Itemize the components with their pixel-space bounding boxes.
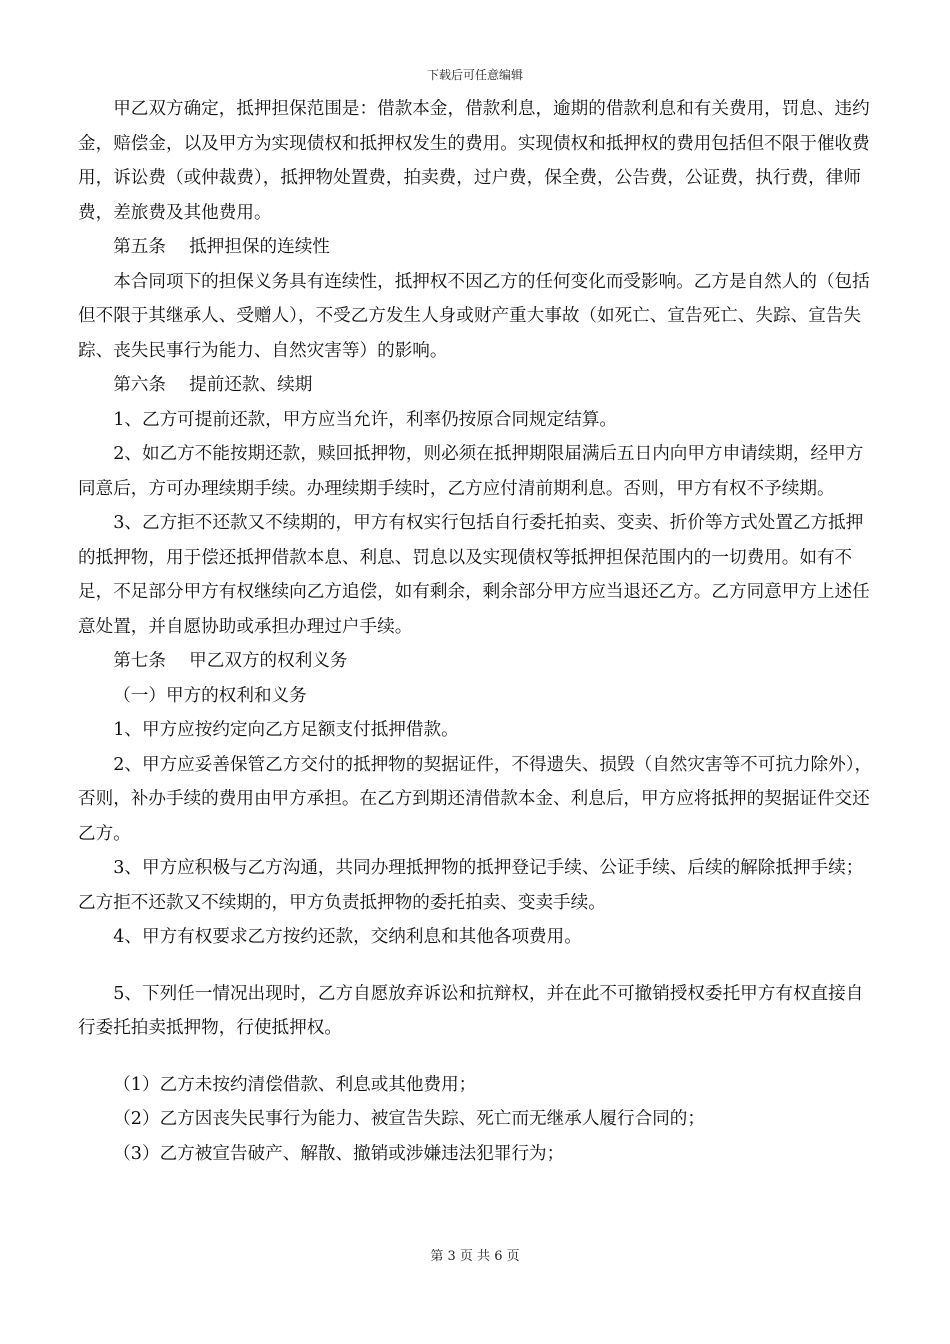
paragraph-party-a-5: 5、下列任一情况出现时，乙方自愿放弃诉讼和抗辩权，并在此不可撤销授权委托甲方有权直接自行委托拍卖抵押物，行使抵押权。 — [78, 983, 864, 1038]
paragraph-guarantee-scope: 甲乙双方确定，抵押担保范围是：借款本金，借款利息，逾期的借款利息和有关费用，罚息、违约金，赔偿金，以及甲方为实现债权和抵押权发生的费用。实现债权和抵押权的费用包括但不限于催收费用，诉讼费（或仲裁费），抵押物处置费，拍卖费，过户费，保全费，公告费，公证费，执行费，律师费，差旅费及其他费用。 — [78, 99, 870, 223]
paragraph-party-a-3: 3、甲方应积极与乙方沟通，共同办理抵押物的抵押登记手续、公证手续、后续的解除抵押手续；乙方拒不还款又不续期的，甲方负责抵押物的委托拍卖、变卖手续。 — [78, 858, 864, 913]
paragraph-renewal: 2、如乙方不能按期还款，赎回抵押物，则必须在抵押期限届满后五日内向甲方申请续期，经甲方同意后，方可办理续期手续。办理续期手续时，乙方应付清前期利息。否则，甲方有权不予续期。 — [78, 444, 864, 499]
paragraph-party-a-2: 2、甲方应妥善保管乙方交付的抵押物的契据证件，不得遗失、损毁（自然灾害等不可抗力除外），否则，补办手续的费用由甲方承担。在乙方到期还清借款本金、利息后，甲方应将抵押的契据证件交还乙方。 — [78, 754, 873, 844]
paragraph-party-a-4: 4、甲方有权要求乙方按约还款，交纳利息和其他各项费用。 — [113, 927, 582, 947]
page-footer: 第 3 页 共 6 页 — [430, 1249, 520, 1264]
spacer — [78, 1046, 878, 1068]
paragraph-continuity: 本合同项下的担保义务具有连续性，抵押权不因乙方的任何变化而受影响。乙方是自然人的（包括但不限于其继承人、受赠人），不受乙方发生人身或财产重大事故（如死亡、宣告死亡、失踪、宣告失踪、丧失民事行为能力、自然灾害等）的影响。 — [78, 271, 870, 361]
page-header: 下载后可任意编辑 — [426, 68, 523, 82]
article-5-heading: 第五条 抵押担保的连续性 — [113, 237, 330, 257]
section-party-a-heading: （一）甲方的权利和义务 — [113, 685, 307, 706]
paragraph-early-repayment: 1、乙方可提前还款，甲方应当允许，利率仍按原合同规定结算。 — [113, 409, 618, 430]
spacer — [78, 955, 878, 977]
paragraph-disposal: 3、乙方拒不还款又不续期的，甲方有权实行包括自行委托拍卖、变卖、折价等方式处置乙方抵押的抵押物，用于偿还抵押借款本息、利息、罚息以及实现债权等抵押担保范围内的一切费用。如有不足，不足部分甲方有权继续向乙方追偿，如有剩余，剩余部分甲方应当退还乙方。乙方同意甲方上述任意处置，并自愿协助或承担办理过户手续。 — [78, 513, 870, 637]
article-7-heading: 第七条 甲乙双方的权利义务 — [113, 651, 348, 671]
document-body — [78, 92, 878, 1171]
list-item-1: （1）乙方未按约清偿借款、利息或其他费用； — [113, 1074, 477, 1095]
list-item-3: （3）乙方被宣告破产、解散、撤销或涉嫌违法犯罪行为； — [113, 1143, 565, 1164]
paragraph-party-a-1: 1、甲方应按约定向乙方足额支付抵押借款。 — [113, 720, 459, 740]
article-6-heading: 第六条 提前还款、续期 — [113, 375, 313, 395]
list-item-2: （2）乙方因丧失民事行为能力、被宣告失踪、死亡而无继承人履行合同的； — [113, 1109, 705, 1129]
